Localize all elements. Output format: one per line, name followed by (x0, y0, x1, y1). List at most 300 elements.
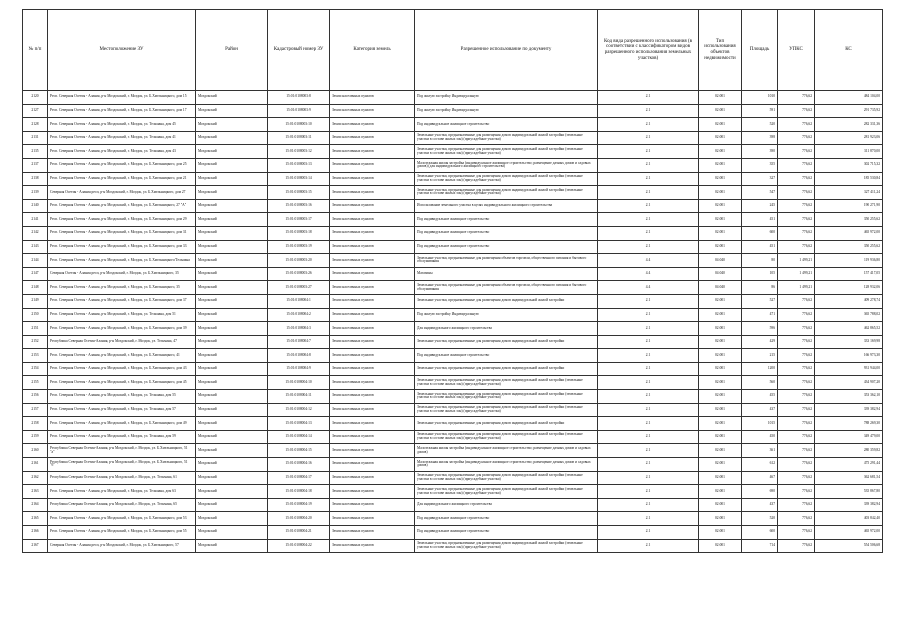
cell-location: Респ. Северная Осетия - Алания, р-н Моздокский, г. Моздок, ул. Б.Хмельницкого, 35 (48, 281, 196, 295)
cell-location: Респ. Северная Осетия - Алания, р-н Моздокский, г. Моздок, ул. Тельмана, дом 57 (48, 403, 196, 417)
cell-upks: 776,62 (778, 213, 815, 227)
cell-district: Моздокский (196, 485, 268, 499)
cell-upks: 776,62 (778, 430, 815, 444)
cell-category: Земли населенных пунктов (330, 539, 415, 553)
cell-category: Земли населенных пунктов (330, 158, 415, 172)
cell-location: Респ. Северная Осетия - Алания, р-н Моздокский, г. Моздок, ул. Тельмана, дом 51 (48, 308, 196, 322)
cell-type: 02:001 (699, 91, 742, 105)
cell-district: Моздокский (196, 322, 268, 336)
cell-ks: 302 715,32 (815, 158, 883, 172)
cell-location: Республика Северная Осетия-Алания, р-н Моздокский, г. Моздок, ул. Тельмана, 47 (48, 335, 196, 349)
cell-district: Моздокский (196, 158, 268, 172)
table-row (23, 226, 883, 240)
cell-category: Земли населенных пунктов (330, 417, 415, 431)
cell-area: 547 (742, 186, 778, 200)
cell-area: 527 (742, 294, 778, 308)
cell-area: 245 (742, 199, 778, 213)
cell-upks: 776,62 (778, 308, 815, 322)
cell-ks: 362 681,54 (815, 471, 883, 485)
cell-area: 450 (742, 430, 778, 444)
cell-category: Земли населенных пунктов (330, 172, 415, 186)
cell-area: 467 (742, 471, 778, 485)
cell-category: Земли населенных пунктов (330, 335, 415, 349)
cell-area: 520 (742, 512, 778, 526)
cell-code: 2.1 (598, 362, 699, 376)
cell-type: 02:001 (699, 458, 742, 472)
cell-use: Под жилую застройку Индивидуальную (415, 91, 598, 105)
cell-type: 04:040 (699, 281, 742, 295)
cell-category: Земли населенных пунктов (330, 526, 415, 540)
header-num: № п/п (23, 10, 48, 91)
cell-cadastral: 15:01:0108003:9 (268, 104, 330, 118)
cell-upks: 776,62 (778, 199, 815, 213)
cell-district: Моздокский (196, 145, 268, 159)
cell-location: Респ. Северная Осетия - Алания, р-н Моздокский, г. Моздок, ул. Тельмана, дом 63 (48, 485, 196, 499)
cell-use: Земельные участки, предназначенные для размещения домов индивидуальной жилой застройки (415, 294, 598, 308)
cell-code: 2.1 (598, 539, 699, 553)
cell-location: Респ. Северная Осетия - Алания, р-н Моздокский, г. Моздок, ул. Тельмана, дом 41 (48, 131, 196, 145)
cell-cadastral: 15:01:0108004:16 (268, 458, 330, 472)
cell-district: Моздокский (196, 390, 268, 404)
cell-type: 02:001 (699, 349, 742, 363)
cell-code: 2.1 (598, 172, 699, 186)
cell-cadastral: 15:01:0108003:12 (268, 145, 330, 159)
cell-code: 4.4 (598, 267, 699, 281)
cell-upks: 776,62 (778, 186, 815, 200)
cell-ks: 333 169,98 (815, 335, 883, 349)
table-row (23, 485, 883, 499)
cell-upks: 1 499,21 (778, 267, 815, 281)
table-row (23, 376, 883, 390)
cell-use: Малоэтажная жилая застройка (индивидуальное жилищное строительство; размещение дачных домов и садовых домов) (415, 444, 598, 458)
cell-num: 2151 (23, 322, 48, 336)
cell-code: 2.1 (598, 199, 699, 213)
cell-type: 02:001 (699, 512, 742, 526)
cell-category: Земли населенных пунктов (330, 485, 415, 499)
cell-upks: 776,62 (778, 118, 815, 132)
cell-area: 600 (742, 526, 778, 540)
cell-code: 2.1 (598, 322, 699, 336)
cell-location: Респ. Северная Осетия - Алания, р-н Моздокский, г. Моздок, ул. Б.Хмельницкого, дом 15 (48, 91, 196, 105)
cell-upks: 776,62 (778, 458, 815, 472)
cell-ks: 280 359,82 (815, 444, 883, 458)
cell-location: Респ. Северная Осетия - Алания, р-н Моздокский, г. Моздок, ул. Б.Хмельницкого, дом 17 (48, 104, 196, 118)
cell-district: Моздокский (196, 104, 268, 118)
cell-code: 2.1 (598, 118, 699, 132)
cell-area: 105 (742, 267, 778, 281)
cell-type: 02:001 (699, 485, 742, 499)
cell-ks: 434 907,20 (815, 376, 883, 390)
cell-ks: 166 973,30 (815, 349, 883, 363)
cell-cadastral: 15:01:0108004:10 (268, 376, 330, 390)
cell-location: Респ. Северная Осетия - Алания, р-н Моздокский, г. Моздок, ул. Б.Хмельницкого, дом 33 (48, 240, 196, 254)
table-row (23, 539, 883, 553)
cell-district: Моздокский (196, 403, 268, 417)
cell-location: Респ. Северная Осетия - Алания, р-н Моздокский, г. Моздок, ул. Б.Хмельницкого, дом 25 (48, 158, 196, 172)
cell-num: 2155 (23, 376, 48, 390)
cell-district: Моздокский (196, 213, 268, 227)
cell-ks: 185 530,84 (815, 172, 883, 186)
cell-category: Земли населенных пунктов (330, 104, 415, 118)
cell-district: Моздокский (196, 131, 268, 145)
cell-code: 2.1 (598, 444, 699, 458)
cell-category: Земли населенных пунктов (330, 403, 415, 417)
cell-cadastral: 15:01:0108003:13 (268, 158, 330, 172)
cell-use: Земельные участки, предназначенные для размещения домов индивидуальной жилой застройки (415, 335, 598, 349)
cell-ks: 465 972,00 (815, 526, 883, 540)
cell-num: 2165 (23, 512, 48, 526)
cell-use: Земельные участки, предназначенные для размещения домов индивидуальной жилой застройки (земельные участки в составе жилых зон) (приусадебные участки) (415, 131, 598, 145)
cell-cadastral: 15:01:0108004:22 (268, 539, 330, 553)
cell-category: Земли населенных пунктов (330, 131, 415, 145)
cell-upks: 776,62 (778, 498, 815, 512)
cell-upks: 776,62 (778, 158, 815, 172)
cell-code: 2.1 (598, 213, 699, 227)
table-row (23, 145, 883, 159)
cell-ks: 462 865,52 (815, 322, 883, 336)
cell-area: 1010 (742, 91, 778, 105)
cell-type: 02:001 (699, 376, 742, 390)
cell-type: 02:001 (699, 417, 742, 431)
cell-code: 2.1 (598, 240, 699, 254)
cell-num: 2137 (23, 158, 48, 172)
cell-ks: 311 870,00 (815, 145, 883, 159)
cell-ks: 931 944,00 (815, 362, 883, 376)
cell-ks: 327 411,24 (815, 186, 883, 200)
cell-num: 2138 (23, 172, 48, 186)
cell-area: 471 (742, 308, 778, 322)
cell-upks: 776,62 (778, 240, 815, 254)
cell-type: 02:001 (699, 186, 742, 200)
cell-district: Моздокский (196, 267, 268, 281)
cell-ks: 353 362,10 (815, 390, 883, 404)
cell-num: 2153 (23, 349, 48, 363)
cell-cadastral: 15:01:0108003:27 (268, 281, 330, 295)
cell-category: Земли населенных пунктов (330, 91, 415, 105)
cell-cadastral: 15:01:0108004:18 (268, 485, 330, 499)
cell-cadastral: 15:01:0108004:9 (268, 362, 330, 376)
cell-use: Под жилую застройку Индивидуальную (415, 104, 598, 118)
cell-use: Под индивидуальное жилищное строительство (415, 512, 598, 526)
header-category: Категория земель (330, 10, 415, 91)
cell-use: Земельные участки, предназначенные для размещения домов индивидуальной жилой застройки (земельные участки в составе жилых зон) (приусадебные участки) (415, 172, 598, 186)
cell-upks: 776,62 (778, 294, 815, 308)
table-row (23, 390, 883, 404)
cell-category: Земли населенных пунктов (330, 512, 415, 526)
header-cadastral: Кадастровый номер ЗУ (268, 10, 330, 91)
cell-area: 520 (742, 118, 778, 132)
cell-district: Моздокский (196, 186, 268, 200)
cell-location: Респ. Северная Осетия - Алания, р-н Моздокский, г. Моздок, ул. Тельмана, дом 43 (48, 145, 196, 159)
cell-location: Респ. Северная Осетия - Алания, р-н Моздокский, г. Моздок, ул. Б.Хмельницкого, дом 31 (48, 226, 196, 240)
cell-district: Моздокский (196, 91, 268, 105)
cell-ks: 119 936,80 (815, 254, 883, 268)
cell-ks: 339 382,94 (815, 498, 883, 512)
cell-upks: 776,62 (778, 390, 815, 404)
cell-type: 02:001 (699, 240, 742, 254)
cell-ks: 484 104,00 (815, 91, 883, 105)
cell-location: Респ. Северная Осетия - Алания, р-н Моздокский, г. Моздок, ул. Б.Хмельницкого, дом 21 (48, 172, 196, 186)
cell-use: Земельные участки, предназначенные для размещения домов индивидуальной жилой застройки (земельные участки в составе жилых зон) (приусадебные участки) (415, 485, 598, 499)
cell-type: 02:001 (699, 390, 742, 404)
cell-area: 80 (742, 254, 778, 268)
cell-upks: 776,62 (778, 349, 815, 363)
cell-location: Респ. Северная Осетия - Алания, р-н Моздокский, г. Моздок, ул. Б.Хмельницкого, дом 55 (48, 526, 196, 540)
cell-district: Моздокский (196, 118, 268, 132)
cell-use: Земельные участки, предназначенные для размещения домов индивидуальной жилой застройки (земельные участки в составе жилых зон) (приусадебные участки) (415, 186, 598, 200)
document-sheet (22, 9, 882, 631)
cell-category: Земли населенных пунктов (330, 430, 415, 444)
cell-area: 398 (742, 131, 778, 145)
cell-category: Земли населенных пунктов (330, 376, 415, 390)
cell-category: Земли населенных пунктов (330, 145, 415, 159)
cell-area: 215 (742, 349, 778, 363)
cell-code: 2.1 (598, 294, 699, 308)
table-row (23, 526, 883, 540)
cell-upks: 776,62 (778, 403, 815, 417)
cell-area: 591 (742, 104, 778, 118)
cell-district: Моздокский (196, 281, 268, 295)
cell-district: Моздокский (196, 226, 268, 240)
table-row (23, 131, 883, 145)
cell-type: 02:001 (699, 362, 742, 376)
cell-upks: 1 499,21 (778, 281, 815, 295)
cell-use: Земельные участки, предназначенные для размещения объектов торговли, общественного питания и бытового обслуживания (415, 281, 598, 295)
cell-category: Земли населенных пунктов (330, 308, 415, 322)
cell-ks: 465 972,00 (815, 226, 883, 240)
table-row (23, 335, 883, 349)
cell-type: 02:001 (699, 444, 742, 458)
cell-num: 2154 (23, 362, 48, 376)
cell-num: 2164 (23, 498, 48, 512)
cell-code: 2.1 (598, 430, 699, 444)
cell-cadastral: 15:01:0108004:15 (268, 444, 330, 458)
header-upks: УПКС (778, 10, 815, 91)
cell-type: 02:001 (699, 131, 742, 145)
cell-area: 600 (742, 226, 778, 240)
table-row (23, 403, 883, 417)
cell-type: 02:001 (699, 322, 742, 336)
cell-district: Моздокский (196, 294, 268, 308)
cell-category: Земли населенных пунктов (330, 199, 415, 213)
cell-cadastral: 15:01:0108003:26 (268, 267, 330, 281)
cell-num: 2139 (23, 186, 48, 200)
cell-ks: 475 291,44 (815, 458, 883, 472)
cell-upks: 776,62 (778, 104, 815, 118)
cell-area: 612 (742, 458, 778, 472)
cell-use: Земельные участки, предназначенные для размещения домов индивидуальной жилой застройки (земельные участки в составе жилых зон) (приусадебные участки) (415, 376, 598, 390)
cell-upks: 776,62 (778, 526, 815, 540)
cell-code: 2.1 (598, 526, 699, 540)
cell-area: 1200 (742, 362, 778, 376)
cell-category: Земли населенных пунктов (330, 390, 415, 404)
cell-ks: 190 271,90 (815, 199, 883, 213)
cell-category: Земли населенных пунктов (330, 226, 415, 240)
cell-area: 1015 (742, 417, 778, 431)
cell-type: 02:001 (699, 226, 742, 240)
cell-ks: 282 331,36 (815, 118, 883, 132)
table-row (23, 267, 883, 281)
cell-cadastral: 15:01:0108004:2 (268, 308, 330, 322)
cell-district: Моздокский (196, 512, 268, 526)
cell-type: 02:001 (699, 539, 742, 553)
cell-upks: 776,62 (778, 131, 815, 145)
cell-category: Земли населенных пунктов (330, 267, 415, 281)
cell-use: Земельные участки, предназначенные для размещения объектов торговли, общественного питания и бытового обслуживания (415, 254, 598, 268)
cell-type: 02:001 (699, 308, 742, 322)
cell-num: 2152 (23, 335, 48, 349)
cell-code: 2.1 (598, 376, 699, 390)
cell-category: Земли населенных пунктов (330, 471, 415, 485)
cell-cadastral: 15:01:0108004:8 (268, 349, 330, 363)
cell-num: 2144 (23, 254, 48, 268)
cell-upks: 776,62 (778, 417, 815, 431)
cell-type: 04:040 (699, 267, 742, 281)
cell-type: 04:040 (699, 254, 742, 268)
cell-upks: 776,62 (778, 471, 815, 485)
table-row (23, 430, 883, 444)
cell-ks: 403 842,40 (815, 512, 883, 526)
cell-ks: 128 932,06 (815, 281, 883, 295)
table-row (23, 308, 883, 322)
table-row (23, 458, 883, 472)
cell-cadastral: 15:01:0108003:10 (268, 118, 330, 132)
cell-num: 2142 (23, 226, 48, 240)
cell-cadastral: 15:01:0108004:14 (268, 430, 330, 444)
cell-num: 2160 (23, 444, 48, 458)
cell-upks: 776,62 (778, 226, 815, 240)
cell-district: Моздокский (196, 335, 268, 349)
cell-location: Респ. Северная Осетия - Алания, р-н Моздокский, г. Моздок, ул. Тельмана, дом 59 (48, 430, 196, 444)
cell-num: 2149 (23, 294, 48, 308)
cell-upks: 776,62 (778, 91, 815, 105)
cell-code: 2.1 (598, 91, 699, 105)
cell-area: 361 (742, 444, 778, 458)
cell-code: 2.1 (598, 349, 699, 363)
cell-num: 2148 (23, 281, 48, 295)
cell-ks: 281 923,06 (815, 131, 883, 145)
cell-num: 2140 (23, 199, 48, 213)
cell-type: 02:001 (699, 403, 742, 417)
cell-use: Под индивидуальное жилищное строительство (415, 349, 598, 363)
cell-location: Республика Северная Осетия-Алания, р-н Моздокский, г. Моздок, ул. Тельмана, 61 (48, 471, 196, 485)
cell-num: 2161 (23, 458, 48, 472)
cell-num: 2143 (23, 240, 48, 254)
cell-code: 2.1 (598, 145, 699, 159)
cell-use: Под индивидуальное жилищное строительство (415, 240, 598, 254)
cell-category: Земли населенных пунктов (330, 254, 415, 268)
cell-code: 2.1 (598, 390, 699, 404)
cell-code: 2.1 (598, 104, 699, 118)
cell-district: Моздокский (196, 526, 268, 540)
cell-code: 2.1 (598, 403, 699, 417)
cell-use: Малоэтажная жилая застройка (индивидуальное жилищное строительство; размещение дачных домов и садовых домов) (для индивидуального жилищного строительства) (415, 158, 598, 172)
cell-district: Моздокский (196, 458, 268, 472)
cell-num: 2127 (23, 104, 48, 118)
cell-category: Земли населенных пунктов (330, 240, 415, 254)
cell-category: Земли населенных пунктов (330, 349, 415, 363)
cell-cadastral: 15:01:0108003:11 (268, 131, 330, 145)
cell-use: Под индивидуальное жилищное строительство (415, 118, 598, 132)
cell-type: 02:001 (699, 213, 742, 227)
cell-category: Земли населенных пунктов (330, 213, 415, 227)
cell-area: 451 (742, 240, 778, 254)
cell-use: Под индивидуальное жилищное строительство (415, 213, 598, 227)
cell-upks: 776,62 (778, 322, 815, 336)
table-row (23, 199, 883, 213)
cell-upks: 776,62 (778, 172, 815, 186)
cell-upks: 776,62 (778, 512, 815, 526)
table-row (23, 512, 883, 526)
cell-cadastral: 15:01:0108004:11 (268, 390, 330, 404)
cell-area: 560 (742, 376, 778, 390)
cell-code: 2.1 (598, 131, 699, 145)
cell-num: 2135 (23, 145, 48, 159)
cell-cadastral: 15:01:0108003:16 (268, 199, 330, 213)
cell-ks: 350 255,62 (815, 240, 883, 254)
cell-district: Моздокский (196, 539, 268, 553)
cell-area: 455 (742, 390, 778, 404)
cell-ks: 535 867,80 (815, 485, 883, 499)
land-plots-table (22, 9, 883, 553)
cell-use: Под индивидуальное жилищное строительство (415, 226, 598, 240)
cell-type: 02:001 (699, 145, 742, 159)
table-row (23, 254, 883, 268)
cell-upks: 776,62 (778, 362, 815, 376)
cell-area: 355 (742, 158, 778, 172)
cell-num: 2150 (23, 308, 48, 322)
table-row (23, 471, 883, 485)
cell-cadastral: 15:01:0108004:1 (268, 294, 330, 308)
cell-use: Малоэтажная жилая застройка (индивидуальное жилищное строительство; размещение дачных домов и садовых домов) (415, 458, 598, 472)
cell-area: 86 (742, 281, 778, 295)
cell-location: Респ. Северная Осетия - Алания, р-н Моздокский, г. Моздок, ул. Б.Хмельницкого, дом 29 (48, 213, 196, 227)
table-body (23, 91, 883, 553)
cell-type: 02:001 (699, 498, 742, 512)
cell-ks: 339 382,94 (815, 403, 883, 417)
cell-category: Земли населенных пунктов (330, 186, 415, 200)
cell-cadastral: 15:01:0108004:12 (268, 403, 330, 417)
cell-ks: 350 255,62 (815, 213, 883, 227)
table-row (23, 118, 883, 132)
cell-district: Моздокский (196, 471, 268, 485)
cell-ks: 365 788,02 (815, 308, 883, 322)
cell-location: Респ. Северная Осетия - Алания, р-н Моздокский, г. Моздок, ул. Б.Хмельницкого, дом 39 (48, 322, 196, 336)
cell-district: Моздокский (196, 254, 268, 268)
cell-category: Земли населенных пунктов (330, 362, 415, 376)
cell-use: Земельные участки, предназначенные для размещения домов индивидуальной жилой застройки (земельные участки в составе жилых зон) (приусадебные участки) (415, 145, 598, 159)
cell-num: 2141 (23, 213, 48, 227)
cell-area: 596 (742, 322, 778, 336)
cell-location: Респ. Северная Осетия - Алания, р-н Моздокский, г. Моздок, ул. Б.Хмельницкого, дом 37 (48, 294, 196, 308)
cell-code: 2.1 (598, 158, 699, 172)
cell-location: Респ. Северная Осетия - Алания, р-н Моздокский, г. Моздок, ул. Тельмана, дом 45 (48, 118, 196, 132)
cell-use: Магазины (415, 267, 598, 281)
header-row (23, 10, 883, 91)
cell-upks: 776,62 (778, 376, 815, 390)
header-ks: КС (815, 10, 883, 91)
cell-location: Респ. Северная Осетия - Алания, р-н Моздокский, г. Моздок, ул. Б.Хмельницкого, дом 53 (48, 512, 196, 526)
table-row (23, 281, 883, 295)
cell-num: 2147 (23, 267, 48, 281)
cell-num: 2131 (23, 131, 48, 145)
cell-area: 714 (742, 539, 778, 553)
cell-num: 2157 (23, 403, 48, 417)
cell-cadastral: 15:01:0108004:7 (268, 335, 330, 349)
cell-ks: 291 735,92 (815, 104, 883, 118)
cell-location: Респ. Северная Осетия - Алания, р-н Моздокский, г. Моздок, ул. Б.Хмельницкого, дом 49 (48, 417, 196, 431)
cell-category: Земли населенных пунктов (330, 498, 415, 512)
